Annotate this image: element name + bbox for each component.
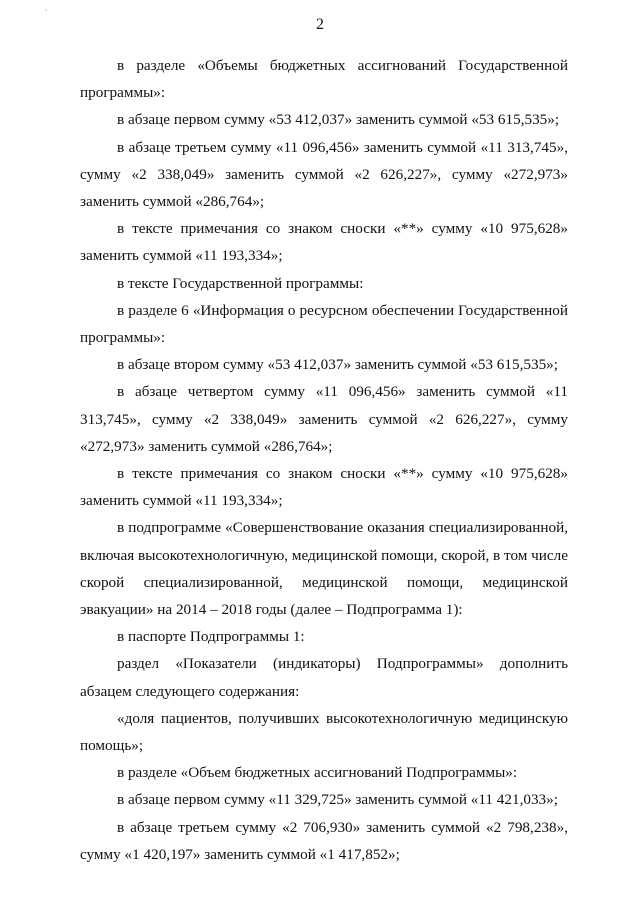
paragraph: в тексте примечания со знаком сноски «**» сумму «10 975,628» заменить суммой «11 193,334»;: [80, 220, 568, 265]
paragraph: раздел «Показатели (индикаторы) Подпрограммы» дополнить абзацем следующего содержания:: [80, 655, 568, 700]
paragraph: в абзаце третьем сумму «11 096,456» заменить суммой «11 313,745», сумму «2 338,049» заменить суммой «2 626,227», сумму «272,973» заменить суммой «286,764»;: [80, 138, 568, 211]
page-number: 2: [316, 16, 324, 33]
paragraph: в абзаце первом сумму «53 412,037» заменить суммой «53 615,535»;: [117, 111, 560, 129]
paragraph: в тексте Государственной программы:: [117, 274, 364, 292]
paragraph: в разделе «Объемы бюджетных ассигнований Государственной программы»:: [80, 57, 568, 102]
scan-mark: `: [44, 8, 48, 20]
paragraph: в абзаце четвертом сумму «11 096,456» заменить суммой «11 313,745», сумму «2 338,049» заменить суммой «2 626,227», сумму «272,973» заменить суммой «286,764»;: [80, 383, 568, 455]
paragraph: в разделе «Объем бюджетных ассигнований Подпрограммы»:: [117, 764, 518, 782]
paragraph: в тексте примечания со знаком сноски «**» сумму «10 975,628» заменить суммой «11 193,334»;: [80, 465, 568, 510]
paragraph: «доля пациентов, получивших высокотехнологичную медицинскую помощь»;: [80, 709, 568, 755]
paragraph: в подпрограмме «Совершенствование оказания специализированной, включая высокотехнологичную, медицинской помощи, скорой, в том числе скорой специализированной, медицинской помощи, медицинской эвакуации» на 2014 – 2018 годы (далее – Подпрограмма 1):: [80, 519, 568, 619]
paragraph: в абзаце втором сумму «53 412,037» заменить суммой «53 615,535»;: [117, 356, 558, 374]
document-body: [80, 52, 568, 868]
paragraph: в паспорте Подпрограммы 1:: [117, 628, 305, 646]
paragraph: в абзаце третьем сумму «2 706,930» заменить суммой «2 798,238», сумму «1 420,197» заменить суммой «1 417,852»;: [80, 818, 568, 863]
paragraph: в абзаце первом сумму «11 329,725» заменить суммой «11 421,033»;: [117, 791, 558, 809]
paragraph: в разделе 6 «Информация о ресурсном обеспечении Государственной программы»:: [80, 301, 568, 347]
